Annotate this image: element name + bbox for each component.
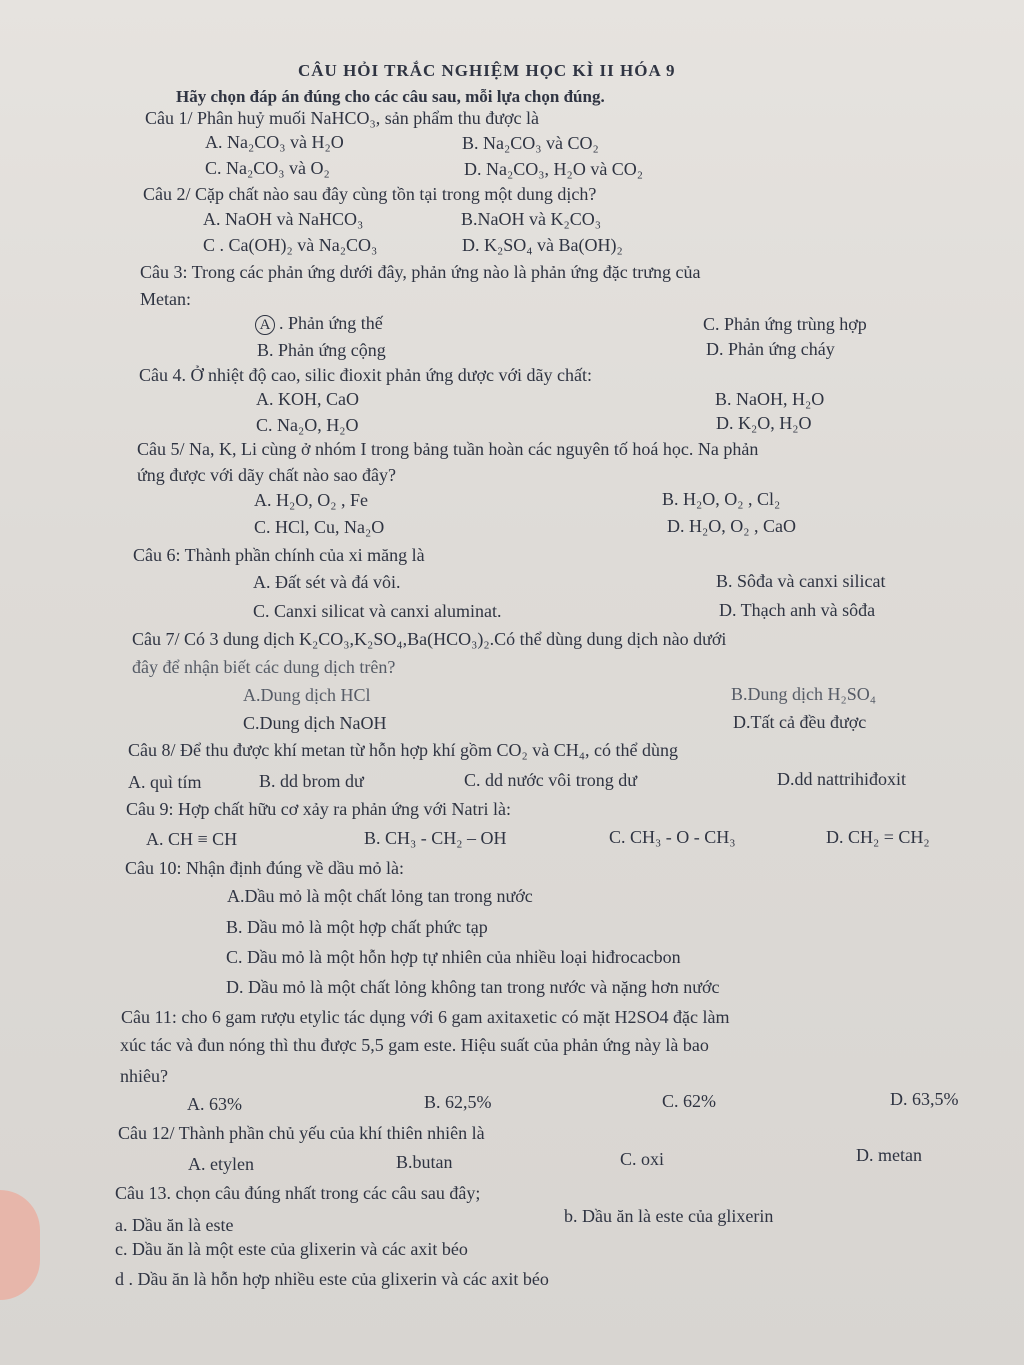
q9-option-a: A. CH ≡ CH [146, 829, 238, 849]
answer-mark-circle: A [255, 315, 275, 335]
q3-option-d: D. Phản ứng cháy [706, 339, 835, 359]
question-7-cont: đây để nhận biết các dung dịch trên? [132, 657, 396, 677]
q10-option-a: A.Dầu mỏ là một chất lỏng tan trong nước [227, 886, 533, 906]
q9-option-b: B. CH₃ - CH₂ – OH [364, 828, 507, 848]
q4-option-c: C. Na₂O, H₂O [256, 415, 359, 435]
q2-option-c: C . Ca(OH)₂ và Na₂CO₃ [203, 235, 378, 255]
q8-option-d: D.dd nattrihiđoxit [777, 769, 906, 789]
q8-option-b: B. dd brom dư [259, 771, 364, 791]
question-11: Câu 11: cho 6 gam rượu etylic tác dụng với 6 gam axitaxetic có mặt H2SO4 đặc làm [121, 1007, 730, 1027]
q8-option-a: A. quì tím [128, 772, 202, 792]
q7-option-d: D.Tất cả đều được [733, 712, 867, 732]
q11-option-a: A. 63% [187, 1094, 242, 1114]
q2-option-a: A. NaOH và NaHCO₃ [203, 209, 364, 229]
q4-option-a: A. KOH, CaO [256, 389, 359, 409]
q5-option-d: D. H₂O, O₂ , CaO [667, 516, 797, 536]
q3-option-c: C. Phản ứng trùng hợp [703, 314, 867, 334]
question-10: Câu 10: Nhận định đúng về dầu mỏ là: [125, 858, 404, 878]
question-3: Câu 3: Trong các phản ứng dưới đây, phản ứng nào là phản ứng đặc trưng của [140, 262, 701, 282]
q9-option-d: D. CH₂ = CH₂ [826, 827, 930, 847]
q11-option-c: C. 62% [662, 1091, 716, 1111]
q6-option-a: A. Đất sét và đá vôi. [253, 572, 401, 592]
q1-option-d: D. Na₂CO₃, H₂O và CO₂ [464, 159, 644, 179]
q7-option-c: C.Dung dịch NaOH [243, 713, 387, 733]
q11-option-b: B. 62,5% [424, 1092, 492, 1112]
q13-option-c: c. Dầu ăn là một este của glixerin và các axit béo [115, 1239, 468, 1259]
q1-option-b: B. Na₂CO₃ và CO₂ [462, 133, 599, 153]
question-8: Câu 8/ Để thu được khí metan từ hỗn hợp khí gồm CO₂ và CH₄, có thể dùng [128, 740, 679, 760]
q4-option-d: D. K₂O, H₂O [716, 413, 812, 433]
q12-option-b: B.butan [396, 1152, 453, 1172]
question-9: Câu 9: Hợp chất hữu cơ xảy ra phản ứng với Natri là: [126, 799, 511, 819]
q6-option-c: C. Canxi silicat và canxi aluminat. [253, 601, 502, 621]
q12-option-d: D. metan [856, 1145, 922, 1165]
question-3-cont: Metan: [140, 289, 191, 309]
q13-option-a: a. Dầu ăn là este [115, 1215, 234, 1235]
question-1: Câu 1/ Phân huỷ muối NaHCO₃, sản phẩm thu được là [145, 108, 540, 128]
question-12: Câu 12/ Thành phần chủ yếu của khí thiên nhiên là [118, 1123, 485, 1143]
q10-option-d: D. Dầu mỏ là một chất lỏng không tan trong nước và nặng hơn nước [226, 977, 720, 997]
q2-option-d: D. K₂SO₄ và Ba(OH)₂ [462, 235, 623, 255]
question-5-cont: ứng được với dãy chất nào sao đây? [137, 465, 396, 485]
question-2: Câu 2/ Cặp chất nào sau đây cùng tồn tại trong một dung dịch? [143, 184, 597, 204]
q5-option-b: B. H₂O, O₂ , Cl₂ [662, 489, 781, 509]
question-11-cont2: nhiêu? [120, 1066, 168, 1086]
finger-shadow [0, 1190, 40, 1300]
q5-option-c: C. HCl, Cu, Na₂O [254, 517, 385, 537]
question-5: Câu 5/ Na, K, Li cùng ở nhóm I trong bảng tuần hoàn các nguyên tố hoá học. Na phản [137, 439, 759, 459]
q12-option-c: C. oxi [620, 1149, 665, 1169]
q4-option-b: B. NaOH, H₂O [715, 389, 825, 409]
q2-option-b: B.NaOH và K₂CO₃ [461, 209, 602, 229]
q7-option-b: B.Dung dịch H₂SO₄ [731, 684, 877, 704]
question-11-cont: xúc tác và đun nóng thì thu được 5,5 gam este. Hiệu suất của phản ứng này là bao [120, 1035, 709, 1055]
q6-option-b: B. Sôđa và canxi silicat [716, 571, 886, 591]
question-13: Câu 13. chọn câu đúng nhất trong các câu sau đây; [115, 1183, 481, 1203]
q1-option-c: C. Na₂CO₃ và O₂ [205, 158, 330, 178]
q13-option-b: b. Dầu ăn là este của glixerin [564, 1206, 774, 1226]
q10-option-b: B. Dầu mỏ là một hợp chất phức tạp [226, 917, 488, 937]
question-7: Câu 7/ Có 3 dung dịch K₂CO₃,K₂SO₄,Ba(HCO₃)₂.Có thể dùng dung dịch nào dưới [132, 629, 727, 649]
q5-option-a: A. H₂O, O₂ , Fe [254, 490, 369, 510]
q3-option-a [255, 314, 383, 335]
q9-option-c: C. CH₃ - O - CH₃ [609, 827, 736, 847]
q10-option-c: C. Dầu mỏ là một hỗn hợp tự nhiên của nhiều loại hiđrocacbon [226, 947, 681, 967]
q6-option-d: D. Thạch anh và sôđa [719, 600, 876, 620]
q3-option-b: B. Phản ứng cộng [257, 340, 386, 360]
instruction: Hãy chọn đáp án đúng cho các câu sau, mỗi lựa chọn đúng. [176, 87, 605, 106]
q1-option-a: A. Na₂CO₃ và H₂O [205, 132, 344, 152]
q8-option-c: C. dd nước vôi trong dư [464, 770, 638, 790]
q7-option-a: A.Dung dịch HCl [243, 685, 371, 705]
q13-option-d: d . Dầu ăn là hỗn hợp nhiều este của glixerin và các axit béo [115, 1269, 549, 1289]
q3-option-a-text: . Phản ứng thế [279, 313, 383, 333]
q12-option-a: A. etylen [188, 1154, 254, 1174]
q11-option-d: D. 63,5% [890, 1089, 959, 1109]
page-title: CÂU HỎI TRẮC NGHIỆM HỌC KÌ II HÓA 9 [298, 61, 676, 80]
question-4: Câu 4. Ở nhiệt độ cao, silic đioxit phản ứng dược với dãy chất: [139, 365, 592, 385]
question-6: Câu 6: Thành phần chính của xi măng là [133, 545, 425, 565]
